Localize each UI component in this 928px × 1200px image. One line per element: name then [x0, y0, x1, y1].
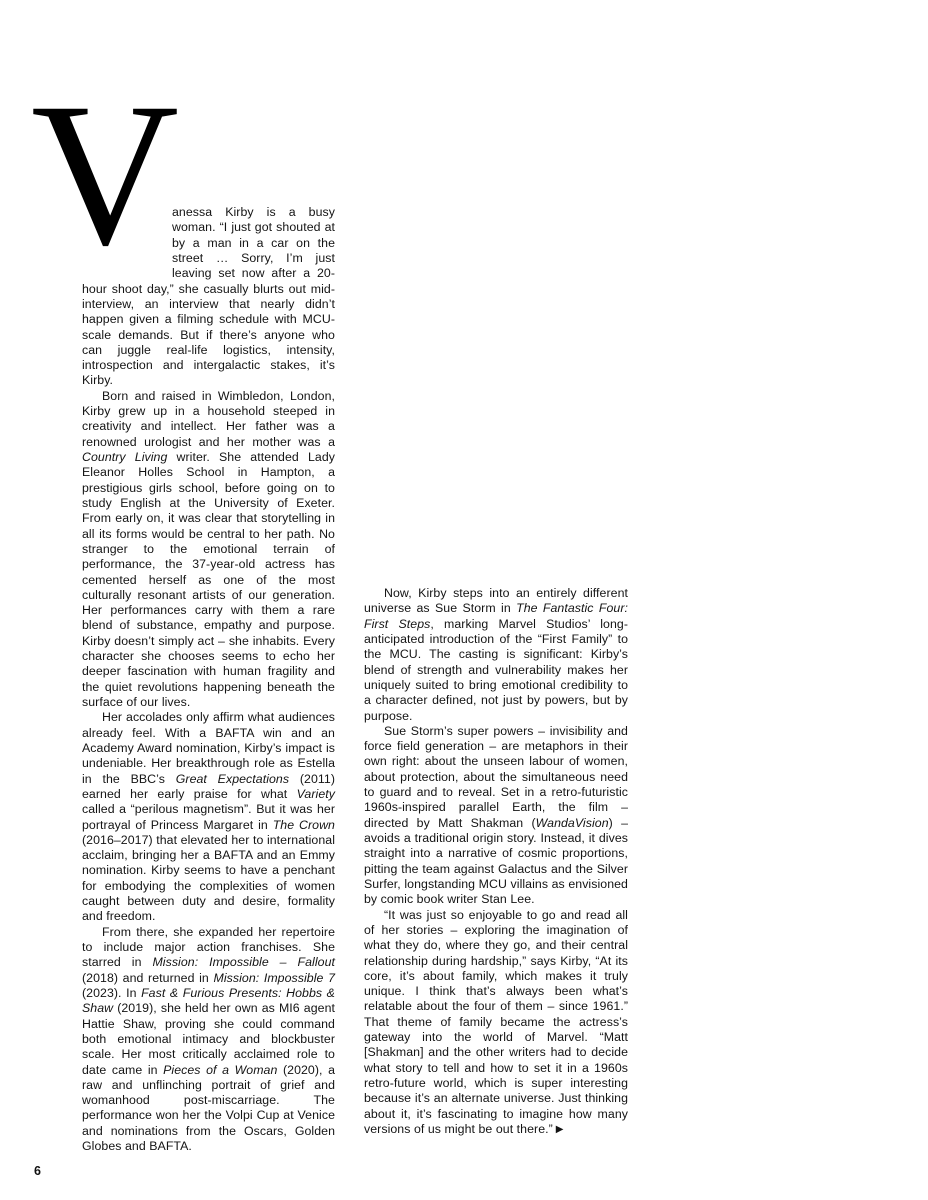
paragraph-text: (2020), a raw and unflinching portrait of grief and womanhood post-miscarriage. The performance won her the Volpi Cup at Venice and nominations from the Oscars, Golden Globes and BAFTA. [82, 1062, 335, 1154]
title-italic: Country Living [82, 450, 168, 464]
title-italic: Mission: Impossible 7 [213, 970, 335, 985]
title-italic: Variety [296, 786, 335, 801]
paragraph-text: Her accolades only affirm what audiences already feel. With a BAFTA win and an Academy Award nomination, Kirby’s impact is undeniable. Her breakthrough role as Estella in the BBC’s [82, 710, 335, 786]
paragraph-text: “It was just so enjoyable to go and read all of her stories – exploring the imagination of what they do, where they go, and their central relationship during hardship,” says Kirby, “At its core, it’s about family, which makes it truly unique. I think that’s always been what’s relatable about the four of them – since 1961.” That theme of family became the actress’s gateway into the world of Marvel. “Matt [Shakman] and the other writers had to decide what story to tell and how to set it in a 1960s retro-future world, which is super interesting because it’s an alternate universe. Just thinking about it, it’s fascinating to imagine how many versions of us might be out there.” [364, 907, 628, 1136]
paragraph-text: Sue Storm’s super powers – invisibility and force field generation – are metaphors in their own right: about the unseen labour of women, about protection, about the simultaneous need to guard and to reveal. Set in a retro-futuristic 1960s-inspired parallel Earth, the film – directed by Matt Shakman ( [364, 723, 628, 830]
article-paragraph [364, 908, 628, 1138]
title-italic: The Crown [272, 817, 335, 832]
end-of-article-marker-icon: ▶ [555, 1123, 564, 1135]
article-paragraph [82, 710, 335, 924]
article-paragraph [82, 925, 335, 1155]
title-italic: Fast & Furious Presents: Hobbs & Shaw [82, 985, 335, 1016]
drop-cap-letter: V [31, 61, 180, 288]
paragraph-text: (2023). In [82, 985, 142, 1000]
paragraph-text: From there, she expanded her repertoire to include major action franchises. She starred in [82, 924, 335, 970]
title-italic: Great Expectations [175, 771, 290, 786]
paragraph-text: ) – avoids a traditional origin story. Instead, it dives straight into a narrative of cosmic proportions, pitting the team against Galactus and the Silver Surfer, longstanding MCU villains as envisioned by comic book writer Stan Lee. [364, 815, 628, 907]
paragraph-text: (2011) earned her early praise for what [82, 771, 335, 801]
paragraph-text: writer. She attended Lady Eleanor Holles School in Hampton, a prestigious girls school, before going on to study English at the University of Exeter. From early on, it was clear that storytelling in all its forms would be central to her path. No stranger to the emotional terrain of performance, the 37-year-old actress has cemented herself as one of the most culturally resonant artists of our generation. Her performances carry with them a rare blend of substance, empathy and purpose. Kirby doesn’t simply act – she inhabits. Every character she chooses seems to echo her deeper fascination with human fragility and the quiet revolutions happening beneath the surface of our lives. [82, 450, 335, 709]
title-italic: The Fantastic Four: First Steps [364, 601, 628, 631]
title-italic: Pieces of a Woman [163, 1062, 278, 1077]
page-number: 6 [34, 1164, 41, 1178]
paragraph-text: (2019), she held her own as MI6 agent Hattie Shaw, proving she could command both emotional intimacy and blockbuster scale. Her most critically acclaimed role to date came in [82, 1001, 335, 1077]
article-paragraph [82, 205, 335, 389]
article-paragraph [364, 586, 628, 724]
paragraph-text: , marking Marvel Studios’ long-anticipated introduction of the “First Family” to the MCU. The casting is significant: Kirby’s blend of strength and vulnerability makes her uniquely suited to bring emotional credibility to a character defined, not just by powers, but by purpose. [364, 616, 629, 723]
article-column-left [82, 205, 335, 1154]
title-italic: WandaVision [535, 815, 609, 830]
article-paragraph [82, 389, 335, 711]
article-column-right [364, 586, 628, 1137]
paragraph-text: (2018) and returned in [82, 970, 214, 985]
paragraph-text: Now, Kirby steps into an entirely different universe as Sue Storm in [364, 586, 628, 616]
paragraph-text: anessa Kirby is a busy woman. “I just got shouted at by a man in a car on the street … Sorry, I’m just leaving set now after a 20-hour shoot day,” she casually blurts out mid-interview, an interview that nearly didn’t happen given a filming schedule with MCU-scale demands. But if there’s anyone who can juggle real-life logistics, intensity, introspection and intergalactic stakes, it’s Kirby. [82, 205, 335, 388]
paragraph-text: Born and raised in Wimbledon, London, Kirby grew up in a household steeped in creativity and intellect. Her father was a renowned urologist and her mother was a [82, 388, 335, 449]
paragraph-text: (2016–2017) that elevated her to international acclaim, bringing her a BAFTA and an Emmy nomination. Kirby seems to have a penchant for embodying the complexities of women caught between duty and desire, formality and freedom. [82, 832, 335, 924]
title-italic: Mission: Impossible – Fallout [152, 955, 335, 970]
drop-cap-wrap-shim [82, 205, 172, 267]
article-paragraph [364, 724, 628, 908]
paragraph-text: called a “perilous magnetism”. But it was her portrayal of Princess Margaret in [82, 802, 335, 832]
